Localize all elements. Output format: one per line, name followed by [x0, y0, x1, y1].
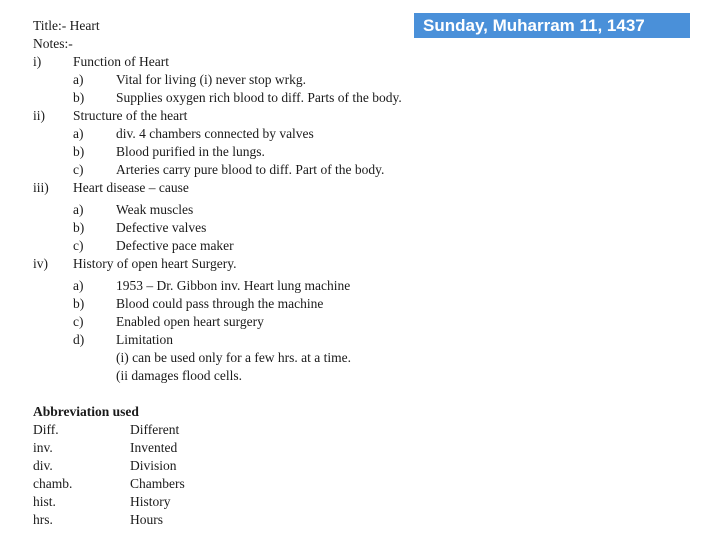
item-text: Limitation: [116, 332, 173, 347]
item-letter: a): [73, 72, 84, 87]
section-numeral: iv): [33, 256, 48, 271]
section-heading: Structure of the heart: [73, 108, 188, 123]
abbreviation: hrs.: [33, 512, 53, 527]
abbreviation-meaning: Invented: [130, 440, 178, 455]
abbreviation-meaning: History: [130, 494, 171, 509]
item-text: Weak muscles: [116, 202, 194, 217]
item-letter: b): [73, 296, 85, 311]
date-banner: Sunday, Muharram 11, 1437: [414, 13, 690, 38]
section-numeral: i): [33, 54, 42, 69]
abbreviation: inv.: [33, 440, 53, 455]
item-text: Blood could pass through the machine: [116, 296, 324, 311]
sub-line: (i) can be used only for a few hrs. at a time.: [116, 350, 352, 365]
abbreviation: hist.: [33, 494, 56, 509]
notes-label: Notes:-: [33, 36, 73, 51]
section-numeral: iii): [33, 180, 49, 195]
item-letter: c): [73, 162, 84, 177]
item-letter: b): [73, 220, 85, 235]
item-text: Enabled open heart surgery: [116, 314, 264, 329]
item-text: Vital for living (i) never stop wrkg.: [116, 72, 307, 87]
abbreviations-heading: Abbreviation used: [33, 404, 139, 419]
abbreviation-meaning: Different: [130, 422, 180, 437]
abbreviation: Diff.: [33, 422, 59, 437]
item-letter: b): [73, 144, 85, 159]
item-letter: a): [73, 126, 84, 141]
section-heading: Function of Heart: [73, 54, 169, 69]
item-letter: d): [73, 332, 85, 347]
item-text: Defective valves: [116, 220, 207, 235]
item-letter: a): [73, 202, 84, 217]
abbreviation: div.: [33, 458, 53, 473]
item-letter: a): [73, 278, 84, 293]
abbreviation-meaning: Chambers: [130, 476, 185, 491]
sub-line: (ii damages flood cells.: [116, 368, 242, 383]
section-numeral: ii): [33, 108, 45, 123]
item-text: Defective pace maker: [116, 238, 234, 253]
item-text: Supplies oxygen rich blood to diff. Parts of the body.: [116, 90, 402, 105]
page-title: Title:- Heart: [33, 18, 100, 33]
item-letter: c): [73, 314, 84, 329]
item-text: 1953 – Dr. Gibbon inv. Heart lung machine: [116, 278, 351, 293]
item-letter: c): [73, 238, 84, 253]
item-letter: b): [73, 90, 85, 105]
item-text: Arteries carry pure blood to diff. Part of the body.: [116, 162, 385, 177]
section-heading: History of open heart Surgery.: [73, 256, 237, 271]
item-text: div. 4 chambers connected by valves: [116, 126, 314, 141]
abbreviation-meaning: Hours: [130, 512, 163, 527]
section-heading: Heart disease – cause: [73, 180, 189, 195]
abbreviation: chamb.: [33, 476, 73, 491]
item-text: Blood purified in the lungs.: [116, 144, 265, 159]
abbreviation-meaning: Division: [130, 458, 177, 473]
